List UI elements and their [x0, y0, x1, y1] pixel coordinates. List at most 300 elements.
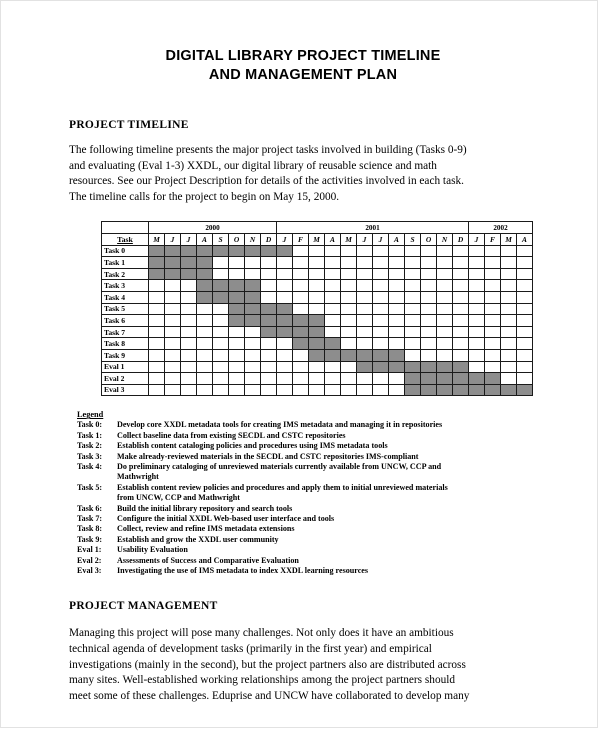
gantt-cell-empty	[437, 349, 453, 361]
gantt-cell-filled	[469, 384, 485, 396]
gantt-cell-filled	[309, 349, 325, 361]
gantt-cell-empty	[165, 315, 181, 327]
gantt-cell-empty	[149, 361, 165, 373]
gantt-cell-empty	[405, 315, 421, 327]
gantt-cell-empty	[357, 326, 373, 338]
gantt-cell-filled	[421, 384, 437, 396]
gantt-cell-filled	[197, 245, 213, 257]
gantt-cell-filled	[165, 268, 181, 280]
gantt-cell-filled	[309, 338, 325, 350]
gantt-task-column-header	[102, 233, 149, 245]
gantt-cell-empty	[357, 315, 373, 327]
gantt-cell-empty	[501, 338, 517, 350]
page-title-line-1: DIGITAL LIBRARY PROJECT TIMELINE	[165, 48, 441, 64]
gantt-cell-filled	[405, 361, 421, 373]
gantt-cell-empty	[325, 361, 341, 373]
gantt-cell-empty	[453, 268, 469, 280]
gantt-cell-empty	[261, 384, 277, 396]
gantt-cell-empty	[485, 315, 501, 327]
gantt-cell-empty	[373, 257, 389, 269]
gantt-cell-empty	[277, 384, 293, 396]
legend-entry-key: Task 6:	[77, 503, 103, 513]
gantt-cell-empty	[325, 326, 341, 338]
gantt-cell-empty	[149, 291, 165, 303]
gantt-cell-empty	[517, 303, 533, 315]
gantt-cell-empty	[309, 245, 325, 257]
gantt-cell-empty	[373, 303, 389, 315]
gantt-month-header: J	[357, 233, 373, 245]
gantt-cell-empty	[469, 291, 485, 303]
gantt-cell-empty	[437, 338, 453, 350]
gantt-cell-empty	[229, 361, 245, 373]
gantt-cell-filled	[149, 268, 165, 280]
gantt-cell-filled	[149, 257, 165, 269]
gantt-cell-empty	[421, 326, 437, 338]
gantt-cell-empty	[453, 257, 469, 269]
gantt-month-header: A	[389, 233, 405, 245]
gantt-month-header: S	[213, 233, 229, 245]
gantt-cell-empty	[469, 303, 485, 315]
legend-entry	[77, 504, 537, 514]
gantt-month-header: N	[437, 233, 453, 245]
legend-entry	[77, 514, 537, 524]
gantt-row	[102, 245, 533, 257]
legend-entry-description: Investigating the use of IMS metadata to index XXDL learning resources	[117, 565, 369, 575]
gantt-cell-empty	[261, 280, 277, 292]
gantt-cell-filled	[277, 326, 293, 338]
gantt-cell-empty	[501, 268, 517, 280]
gantt-cell-empty	[453, 280, 469, 292]
gantt-cell-empty	[501, 373, 517, 385]
gantt-cell-empty	[501, 349, 517, 361]
gantt-cell-filled	[373, 349, 389, 361]
gantt-cell-empty	[165, 291, 181, 303]
gantt-cell-empty	[277, 291, 293, 303]
gantt-cell-empty	[421, 349, 437, 361]
gantt-cell-empty	[149, 326, 165, 338]
gantt-cell-empty	[517, 315, 533, 327]
gantt-cell-filled	[357, 361, 373, 373]
gantt-cell-filled	[293, 338, 309, 350]
gantt-table	[101, 221, 533, 396]
legend-entry-key: Task 9:	[77, 534, 103, 544]
gantt-month-header: D	[453, 233, 469, 245]
gantt-cell-empty	[309, 291, 325, 303]
legend-entry-description: Configure the initial XXDL Web-based user interface and tools	[117, 513, 335, 523]
gantt-cell-empty	[341, 373, 357, 385]
gantt-cell-empty	[517, 338, 533, 350]
gantt-cell-filled	[165, 257, 181, 269]
legend-entry-description: Assessments of Success and Comparative Evaluation	[117, 555, 299, 565]
gantt-cell-filled	[437, 384, 453, 396]
gantt-cell-empty	[453, 338, 469, 350]
gantt-cell-empty	[437, 268, 453, 280]
gantt-cell-empty	[389, 257, 405, 269]
gantt-cell-filled	[485, 373, 501, 385]
gantt-cell-empty	[165, 361, 181, 373]
gantt-cell-filled	[325, 349, 341, 361]
gantt-cell-empty	[293, 349, 309, 361]
gantt-cell-empty	[469, 361, 485, 373]
gantt-row-label: Task 2	[102, 268, 149, 280]
gantt-month-header: M	[149, 233, 165, 245]
gantt-cell-empty	[309, 361, 325, 373]
gantt-cell-empty	[421, 280, 437, 292]
gantt-cell-empty	[517, 291, 533, 303]
gantt-cell-empty	[357, 268, 373, 280]
gantt-cell-empty	[389, 384, 405, 396]
gantt-cell-empty	[325, 268, 341, 280]
gantt-cell-empty	[213, 338, 229, 350]
section-heading-project-management: PROJECT MANAGEMENT	[69, 600, 218, 613]
gantt-cell-empty	[373, 268, 389, 280]
legend-entry-description: Make already-reviewed materials in the SECDL and CSTC repositories IMS-compliant	[117, 451, 419, 461]
gantt-cell-empty	[389, 315, 405, 327]
gantt-cell-empty	[389, 326, 405, 338]
gantt-cell-empty	[229, 257, 245, 269]
gantt-row	[102, 373, 533, 385]
legend-entry-key: Task 1:	[77, 430, 103, 440]
gantt-cell-empty	[517, 326, 533, 338]
gantt-cell-empty	[245, 373, 261, 385]
gantt-cell-empty	[325, 373, 341, 385]
gantt-row-label: Task 0	[102, 245, 149, 257]
gantt-cell-empty	[357, 245, 373, 257]
gantt-month-header: A	[325, 233, 341, 245]
legend-entry	[77, 431, 537, 441]
gantt-month-header: J	[181, 233, 197, 245]
gantt-row	[102, 338, 533, 350]
gantt-cell-empty	[165, 384, 181, 396]
gantt-row-label: Task 1	[102, 257, 149, 269]
gantt-cell-empty	[357, 280, 373, 292]
gantt-cell-empty	[373, 280, 389, 292]
gantt-row	[102, 303, 533, 315]
gantt-cell-empty	[213, 384, 229, 396]
gantt-cell-empty	[517, 373, 533, 385]
gantt-cell-empty	[181, 291, 197, 303]
gantt-cell-empty	[309, 303, 325, 315]
gantt-cell-empty	[165, 373, 181, 385]
gantt-cell-filled	[261, 303, 277, 315]
gantt-cell-empty	[357, 373, 373, 385]
paragraph-project-timeline	[69, 143, 537, 205]
gantt-cell-empty	[197, 338, 213, 350]
gantt-row-label: Task 5	[102, 303, 149, 315]
legend-entry-description-continued: Mathwright	[117, 472, 159, 482]
gantt-cell-empty	[181, 361, 197, 373]
gantt-cell-empty	[181, 384, 197, 396]
gantt-row-label: Task 6	[102, 315, 149, 327]
gantt-cell-empty	[149, 373, 165, 385]
gantt-cell-empty	[341, 303, 357, 315]
legend-entry-description: Build the initial library repository and search tools	[117, 503, 293, 513]
gantt-cell-empty	[261, 349, 277, 361]
gantt-cell-empty	[197, 326, 213, 338]
gantt-cell-empty	[149, 315, 165, 327]
gantt-cell-filled	[309, 326, 325, 338]
gantt-cell-empty	[501, 257, 517, 269]
gantt-cell-empty	[229, 384, 245, 396]
gantt-cell-empty	[149, 303, 165, 315]
gantt-month-header: S	[405, 233, 421, 245]
gantt-cell-empty	[485, 280, 501, 292]
gantt-cell-empty	[357, 384, 373, 396]
gantt-month-header: J	[373, 233, 389, 245]
gantt-cell-empty	[453, 349, 469, 361]
gantt-cell-empty	[517, 280, 533, 292]
page-title	[69, 31, 537, 85]
gantt-cell-empty	[325, 291, 341, 303]
gantt-cell-empty	[373, 384, 389, 396]
gantt-cell-empty	[197, 303, 213, 315]
gantt-cell-filled	[309, 315, 325, 327]
legend-entry-key: Eval 3:	[77, 565, 102, 575]
gantt-cell-empty	[149, 349, 165, 361]
gantt-cell-empty	[405, 349, 421, 361]
gantt-cell-empty	[165, 280, 181, 292]
gantt-month-header: J	[165, 233, 181, 245]
gantt-cell-empty	[517, 257, 533, 269]
gantt-cell-empty	[437, 326, 453, 338]
legend-entry	[77, 566, 537, 576]
gantt-month-header: M	[309, 233, 325, 245]
gantt-cell-empty	[293, 245, 309, 257]
gantt-cell-filled	[389, 349, 405, 361]
gantt-cell-empty	[261, 257, 277, 269]
gantt-month-header: N	[245, 233, 261, 245]
gantt-cell-filled	[501, 384, 517, 396]
gantt-cell-empty	[485, 257, 501, 269]
gantt-cell-empty	[469, 257, 485, 269]
gantt-cell-filled	[229, 315, 245, 327]
paragraph-project-management	[69, 626, 537, 704]
gantt-cell-empty	[373, 245, 389, 257]
legend-entry-description: Usability Evaluation	[117, 545, 188, 555]
gantt-row-label: Eval 3	[102, 384, 149, 396]
gantt-cell-empty	[389, 268, 405, 280]
legend-entry-key: Task 2:	[77, 441, 103, 451]
gantt-cell-empty	[437, 291, 453, 303]
gantt-cell-empty	[485, 291, 501, 303]
gantt-cell-empty	[293, 268, 309, 280]
gantt-cell-empty	[213, 349, 229, 361]
gantt-row	[102, 384, 533, 396]
gantt-cell-empty	[197, 315, 213, 327]
gantt-cell-empty	[357, 257, 373, 269]
gantt-cell-empty	[213, 303, 229, 315]
gantt-row-label: Task 9	[102, 349, 149, 361]
gantt-cell-empty	[437, 257, 453, 269]
gantt-row	[102, 349, 533, 361]
gantt-cell-filled	[213, 245, 229, 257]
gantt-cell-filled	[213, 291, 229, 303]
paragraph-line: Managing this project will pose many challenges. Not only does it have an ambitious	[69, 627, 454, 640]
gantt-cell-filled	[277, 303, 293, 315]
gantt-row-label: Task 8	[102, 338, 149, 350]
gantt-cell-filled	[181, 268, 197, 280]
gantt-cell-empty	[453, 245, 469, 257]
legend-entry	[77, 420, 537, 430]
gantt-cell-empty	[357, 291, 373, 303]
gantt-cell-empty	[229, 268, 245, 280]
gantt-cell-filled	[165, 245, 181, 257]
gantt-cell-empty	[469, 280, 485, 292]
legend	[77, 410, 537, 576]
gantt-cell-filled	[229, 280, 245, 292]
gantt-row-label: Task 7	[102, 326, 149, 338]
legend-entry-key: Task 7:	[77, 513, 103, 523]
gantt-cell-empty	[165, 338, 181, 350]
gantt-cell-filled	[245, 315, 261, 327]
gantt-year-header-row	[102, 222, 533, 234]
gantt-cell-filled	[437, 361, 453, 373]
gantt-cell-empty	[197, 349, 213, 361]
gantt-cell-empty	[405, 280, 421, 292]
gantt-cell-empty	[469, 338, 485, 350]
gantt-cell-filled	[261, 315, 277, 327]
gantt-cell-empty	[501, 326, 517, 338]
gantt-cell-empty	[197, 373, 213, 385]
gantt-cell-empty	[277, 338, 293, 350]
gantt-cell-empty	[293, 280, 309, 292]
gantt-table-body	[102, 222, 533, 396]
paragraph-line: resources. See our Project Description for details of the activities involved in each task.	[69, 175, 464, 188]
gantt-cell-empty	[485, 326, 501, 338]
gantt-cell-empty	[229, 338, 245, 350]
gantt-cell-empty	[261, 361, 277, 373]
gantt-cell-empty	[469, 326, 485, 338]
gantt-row-label: Eval 2	[102, 373, 149, 385]
gantt-cell-empty	[437, 315, 453, 327]
gantt-cell-empty	[485, 303, 501, 315]
gantt-cell-empty	[245, 257, 261, 269]
legend-entry-description: Establish content cataloging policies and procedures using IMS metadata tools	[117, 441, 388, 451]
gantt-cell-empty	[453, 326, 469, 338]
gantt-month-header: F	[293, 233, 309, 245]
paragraph-line: technical agenda of development tasks (primarily in the first year) and empirical	[69, 642, 432, 655]
gantt-cell-empty	[405, 291, 421, 303]
gantt-cell-filled	[453, 373, 469, 385]
gantt-cell-empty	[293, 384, 309, 396]
gantt-cell-filled	[229, 303, 245, 315]
gantt-cell-filled	[277, 245, 293, 257]
gantt-cell-empty	[341, 245, 357, 257]
gantt-row	[102, 257, 533, 269]
gantt-cell-filled	[245, 280, 261, 292]
legend-entry-key: Task 0:	[77, 420, 103, 430]
gantt-cell-empty	[341, 338, 357, 350]
gantt-cell-empty	[229, 349, 245, 361]
gantt-cell-empty	[229, 373, 245, 385]
gantt-cell-filled	[485, 384, 501, 396]
gantt-cell-empty	[229, 326, 245, 338]
gantt-cell-empty	[309, 268, 325, 280]
gantt-cell-empty	[437, 303, 453, 315]
gantt-cell-empty	[501, 315, 517, 327]
gantt-cell-filled	[421, 373, 437, 385]
gantt-cell-empty	[469, 245, 485, 257]
gantt-cell-empty	[517, 349, 533, 361]
gantt-cell-filled	[517, 384, 533, 396]
gantt-cell-filled	[197, 280, 213, 292]
gantt-cell-filled	[213, 280, 229, 292]
gantt-cell-empty	[149, 384, 165, 396]
gantt-cell-empty	[261, 373, 277, 385]
gantt-cell-empty	[245, 384, 261, 396]
gantt-cell-empty	[325, 245, 341, 257]
gantt-cell-filled	[421, 361, 437, 373]
legend-entry-key: Eval 2:	[77, 555, 102, 565]
gantt-cell-empty	[181, 303, 197, 315]
gantt-cell-empty	[149, 338, 165, 350]
gantt-row	[102, 315, 533, 327]
gantt-cell-empty	[421, 268, 437, 280]
legend-entry-description: Collect, review and refine IMS metadata extensions	[117, 524, 295, 534]
gantt-month-header: O	[421, 233, 437, 245]
gantt-cell-empty	[261, 268, 277, 280]
gantt-cell-empty	[389, 291, 405, 303]
gantt-cell-filled	[197, 257, 213, 269]
gantt-cell-empty	[485, 349, 501, 361]
gantt-cell-empty	[341, 384, 357, 396]
gantt-cell-empty	[293, 373, 309, 385]
gantt-cell-empty	[197, 361, 213, 373]
gantt-cell-filled	[149, 245, 165, 257]
page-title-line-2: AND MANAGEMENT PLAN	[208, 67, 398, 83]
gantt-cell-empty	[213, 315, 229, 327]
legend-entry-key: Task 8:	[77, 524, 103, 534]
legend-entry-description-continued: from UNCW, CCP and Mathwright	[117, 493, 240, 503]
gantt-task-column-header-label: Task	[117, 234, 133, 244]
gantt-cell-filled	[245, 303, 261, 315]
gantt-cell-empty	[389, 373, 405, 385]
gantt-month-header: O	[229, 233, 245, 245]
gantt-month-header: F	[485, 233, 501, 245]
gantt-cell-empty	[389, 338, 405, 350]
legend-entry-key: Eval 1:	[77, 545, 102, 555]
gantt-cell-empty	[213, 326, 229, 338]
legend-entry-description: Collect baseline data from existing SECDL and CSTC repositories	[117, 430, 346, 440]
gantt-cell-empty	[469, 315, 485, 327]
gantt-cell-empty	[501, 280, 517, 292]
legend-entry-key: Task 3:	[77, 451, 103, 461]
gantt-month-header: M	[341, 233, 357, 245]
gantt-corner-cell	[102, 222, 149, 234]
gantt-cell-empty	[341, 280, 357, 292]
gantt-row-label: Task 3	[102, 280, 149, 292]
legend-heading: Legend	[77, 410, 104, 420]
gantt-row	[102, 326, 533, 338]
page-content	[1, 1, 597, 704]
gantt-cell-empty	[421, 303, 437, 315]
gantt-row	[102, 361, 533, 373]
paragraph-line: meet some of these challenges. Eduprise and UNCW have collaborated to develop many	[69, 689, 470, 702]
gantt-cell-empty	[245, 268, 261, 280]
gantt-cell-empty	[325, 315, 341, 327]
gantt-cell-empty	[245, 349, 261, 361]
gantt-cell-empty	[389, 303, 405, 315]
gantt-cell-filled	[325, 338, 341, 350]
gantt-cell-empty	[501, 291, 517, 303]
gantt-cell-empty	[373, 291, 389, 303]
legend-entry	[77, 556, 537, 566]
legend-entry-description: Establish and grow the XXDL user community	[117, 534, 279, 544]
gantt-cell-empty	[405, 268, 421, 280]
gantt-cell-filled	[181, 257, 197, 269]
gantt-row-label: Task 4	[102, 291, 149, 303]
legend-entry	[77, 483, 537, 504]
